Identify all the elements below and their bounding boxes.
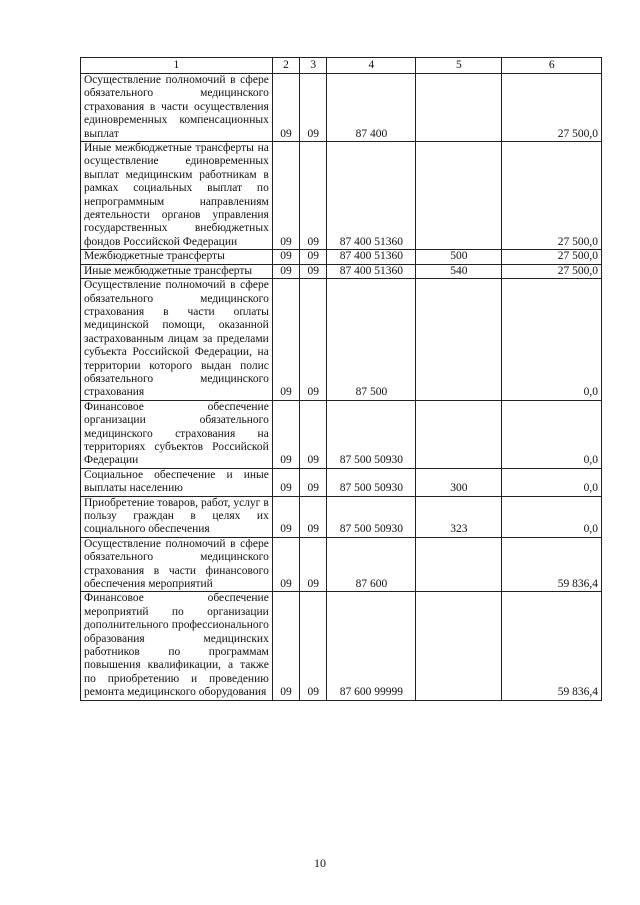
target-article-code: 87 500 50930 <box>327 468 416 496</box>
section-code: 09 <box>272 537 299 592</box>
section-code: 09 <box>272 264 299 278</box>
table-row <box>81 74 602 142</box>
expense-type-code <box>416 74 502 142</box>
target-article-code: 87 500 50930 <box>327 400 416 468</box>
header-cell-4: 4 <box>327 58 416 74</box>
section-code: 09 <box>272 250 299 264</box>
amount: 59 836,4 <box>502 537 602 592</box>
table-row <box>81 279 602 401</box>
expense-type-code <box>416 592 502 700</box>
expense-type-code: 540 <box>416 264 502 278</box>
amount: 0,0 <box>502 279 602 401</box>
subsection-code: 09 <box>300 496 327 537</box>
subsection-code: 09 <box>300 537 327 592</box>
item-name: Иные межбюджетные трансферты на осуществление единовременных выплат медицинским работникам в рамках социальных выплат по непрограммным направлениям деятельности органов управления государственных внебюджетных фондов Российской Федерации <box>81 142 273 250</box>
subsection-code: 09 <box>300 400 327 468</box>
item-name: Финансовое обеспечение организации обязательного медицинского страхования на территориях субъектов Российской Федерации <box>81 400 273 468</box>
table-row <box>81 468 602 496</box>
target-article-code: 87 500 50930 <box>327 496 416 537</box>
item-name: Осуществление полномочий в сфере обязательного медицинского страхования в части финансового обеспечения мероприятий <box>81 537 273 592</box>
section-code: 09 <box>272 142 299 250</box>
target-article-code: 87 600 99999 <box>327 592 416 700</box>
item-name: Приобретение товаров, работ, услуг в пользу граждан в целях их социального обеспечения <box>81 496 273 537</box>
target-article-code: 87 400 51360 <box>327 142 416 250</box>
item-name: Межбюджетные трансферты <box>81 250 273 264</box>
item-name: Финансовое обеспечение мероприятий по организации дополнительного профессионального образования медицинских работников по программам повышения квалификации, а также по приобретению и проведению ремонта медицинского оборудования <box>81 592 273 700</box>
target-article-code: 87 400 51360 <box>327 250 416 264</box>
header-cell-6: 6 <box>502 58 602 74</box>
section-code: 09 <box>272 279 299 401</box>
target-article-code: 87 400 51360 <box>327 264 416 278</box>
table-row <box>81 264 602 278</box>
amount: 27 500,0 <box>502 250 602 264</box>
subsection-code: 09 <box>300 74 327 142</box>
amount: 27 500,0 <box>502 264 602 278</box>
table-row <box>81 537 602 592</box>
amount: 27 500,0 <box>502 142 602 250</box>
expense-type-code <box>416 537 502 592</box>
expense-type-code <box>416 142 502 250</box>
item-name: Социальное обеспечение и иные выплаты населению <box>81 468 273 496</box>
section-code: 09 <box>272 400 299 468</box>
section-code: 09 <box>272 74 299 142</box>
expense-type-code: 500 <box>416 250 502 264</box>
subsection-code: 09 <box>300 468 327 496</box>
expense-type-code <box>416 279 502 401</box>
header-cell-2: 2 <box>272 58 299 74</box>
amount: 59 836,4 <box>502 592 602 700</box>
budget-table <box>80 57 602 701</box>
section-code: 09 <box>272 468 299 496</box>
table-row <box>81 496 602 537</box>
target-article-code: 87 600 <box>327 537 416 592</box>
table-row <box>81 142 602 250</box>
amount: 27 500,0 <box>502 74 602 142</box>
section-code: 09 <box>272 592 299 700</box>
subsection-code: 09 <box>300 142 327 250</box>
subsection-code: 09 <box>300 264 327 278</box>
expense-type-code: 323 <box>416 496 502 537</box>
item-name: Иные межбюджетные трансферты <box>81 264 273 278</box>
table-row <box>81 592 602 700</box>
item-name: Осуществление полномочий в сфере обязательного медицинского страхования в части осуществления единовременных компенсационных выплат <box>81 74 273 142</box>
page-number: 10 <box>314 856 326 870</box>
header-cell-1: 1 <box>81 58 273 74</box>
header-cell-5: 5 <box>416 58 502 74</box>
header-cell-3: 3 <box>300 58 327 74</box>
target-article-code: 87 500 <box>327 279 416 401</box>
subsection-code: 09 <box>300 592 327 700</box>
amount: 0,0 <box>502 468 602 496</box>
section-code: 09 <box>272 496 299 537</box>
expense-type-code <box>416 400 502 468</box>
target-article-code: 87 400 <box>327 74 416 142</box>
item-name: Осуществление полномочий в сфере обязательного медицинского страхования в части оплаты медицинской помощи, оказанной застрахованным лицам за пределами субъекта Российской Федерации, на территории которого выдан полис обязательного медицинского страхования <box>81 279 273 401</box>
table-row <box>81 400 602 468</box>
table-row <box>81 250 602 264</box>
amount: 0,0 <box>502 496 602 537</box>
header-row <box>81 58 602 74</box>
amount: 0,0 <box>502 400 602 468</box>
expense-type-code: 300 <box>416 468 502 496</box>
subsection-code: 09 <box>300 250 327 264</box>
subsection-code: 09 <box>300 279 327 401</box>
